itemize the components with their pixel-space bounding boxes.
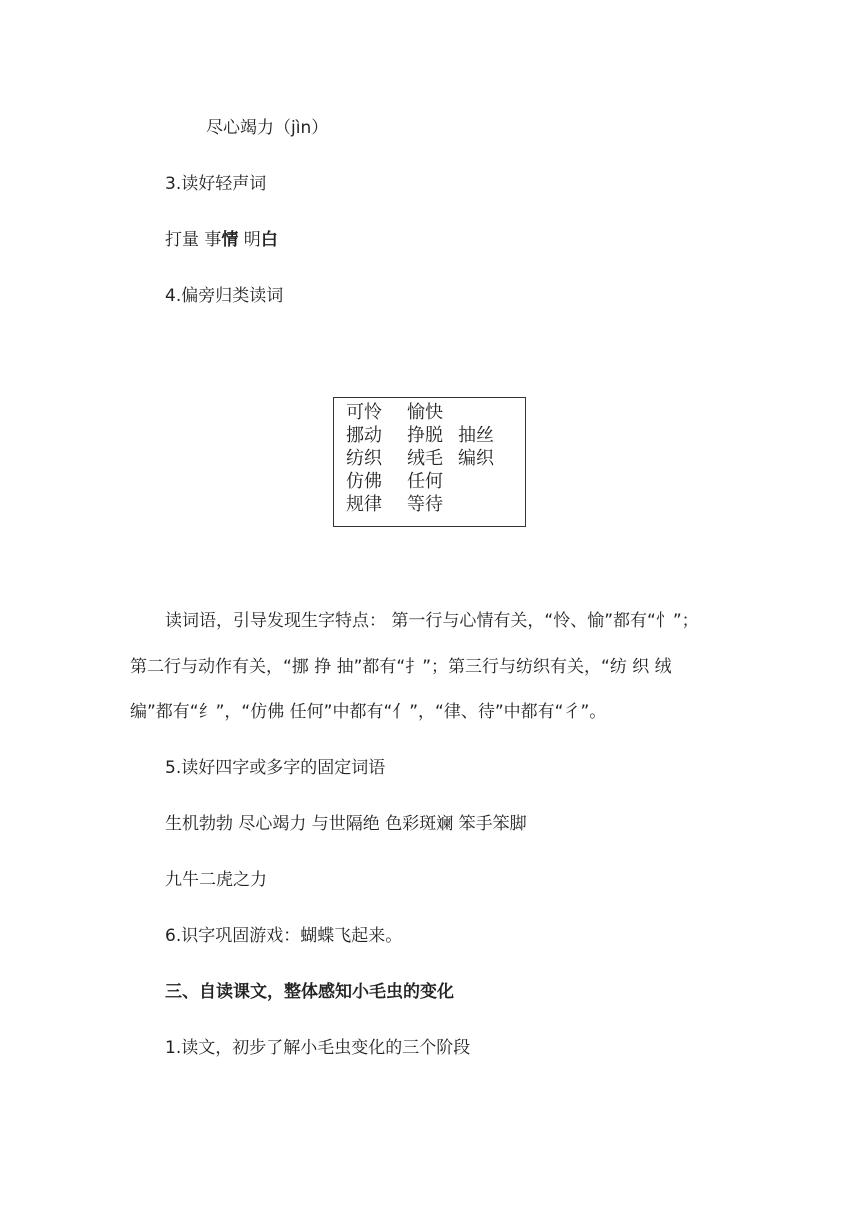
line-jinxin-jieli: 尽心竭力（jìn） xyxy=(206,118,329,138)
word-cell: 愉快 xyxy=(407,402,443,423)
word-cell: 仿佛 xyxy=(346,471,382,492)
word-cell: 任何 xyxy=(407,471,443,492)
section-heading-3: 三、自读课文，整体感知小毛虫的变化 xyxy=(165,982,454,1002)
word-part-bold: 白 xyxy=(260,230,278,250)
fixed-phrases-line-1: 生机勃勃 尽心竭力 与世隔绝 色彩斑斓 笨手笨脚 xyxy=(165,814,527,834)
word-cell: 等待 xyxy=(407,494,443,515)
word-cell: 编织 xyxy=(458,448,494,469)
heading-fixed-phrases: 5.读好四字或多字的固定词语 xyxy=(165,758,386,778)
word-cell: 挪动 xyxy=(346,425,382,446)
word-part: 明 xyxy=(238,230,261,250)
word-cell: 挣脱 xyxy=(407,425,443,446)
word-cell: 规律 xyxy=(346,494,382,515)
heading-literacy-game: 6.识字巩固游戏：蝴蝶飞起来。 xyxy=(165,926,403,946)
word-cell: 纺织 xyxy=(346,448,382,469)
paragraph-line-2: 第二行与动作有关，“挪 挣 抽”都有“扌”；第三行与纺织有关，“纺 织 绒 xyxy=(130,657,672,677)
fixed-phrases-line-2: 九牛二虎之力 xyxy=(165,870,267,890)
heading-reading-stages: 1.读文，初步了解小毛虫变化的三个阶段 xyxy=(165,1038,471,1058)
heading-radical-grouping: 4.偏旁归类读词 xyxy=(165,286,284,306)
word-part-bold: 情 xyxy=(221,230,239,250)
word-cell: 可怜 xyxy=(346,402,382,423)
word-table-box xyxy=(333,397,526,527)
light-tone-words xyxy=(165,228,278,252)
word-part: 打量 事 xyxy=(165,230,222,250)
heading-light-tone: 3.读好轻声词 xyxy=(165,174,267,194)
word-cell: 抽丝 xyxy=(458,425,494,446)
paragraph-line-3: 编”都有“纟”，“仿佛 任何”中都有“亻”，“律、待”中都有“彳”。 xyxy=(130,702,607,722)
word-cell: 绒毛 xyxy=(407,448,443,469)
paragraph-line-1: 读词语，引导发现生字特点： 第一行与心情有关，“怜、愉”都有“忄”； xyxy=(165,611,699,631)
